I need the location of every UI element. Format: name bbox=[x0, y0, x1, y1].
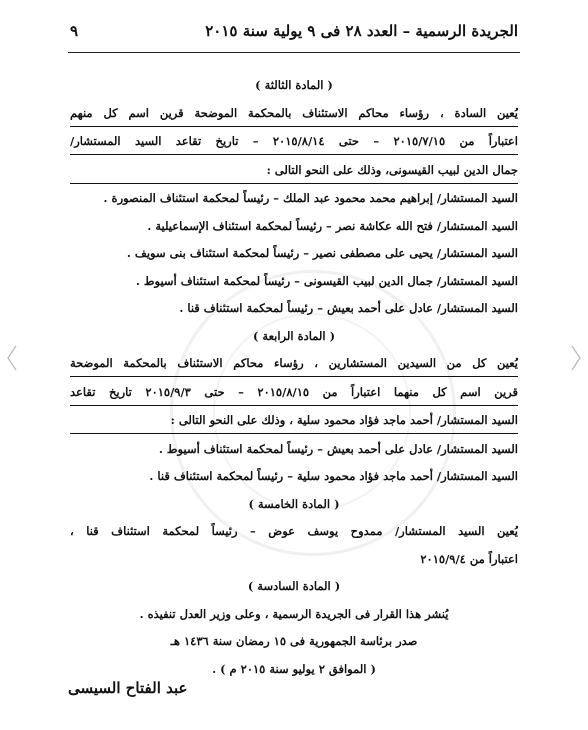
text-line: السيد المستشار/ أحمد ماجد فؤاد محمود سلية – رئيساً لمحكمة استئناف قنا . bbox=[149, 469, 518, 483]
text-line: السيد المستشار/ أحمد ماجد فؤاد محمود سلية ، وذلك على النحو التالى : bbox=[70, 407, 518, 434]
text-line: صدر برئاسة الجمهورية فى ١٥ رمضان سنة ١٤٣٦ هـ bbox=[170, 634, 418, 648]
article-heading: ( المادة الخامسة ) bbox=[248, 496, 340, 511]
text-line: يُعين السادة ، رؤساء محاكم الاستئناف بالمحكمة الموضحة قرين اسم كل منهم bbox=[70, 100, 518, 127]
article-heading: ( المادة السادسة ) bbox=[247, 579, 341, 593]
header-divider bbox=[68, 52, 520, 53]
next-page-arrow-icon[interactable] bbox=[570, 345, 582, 371]
gazette-title: الجريدة الرسمية – العدد ٢٨ فى ٩ يولية سنة ٢٠١٥ bbox=[205, 22, 518, 40]
text-line: ( الموافق ٢ يوليو سنة ٢٠١٥ م ) . bbox=[212, 661, 376, 676]
text-line: جمال الدين لبيب القيسونى، وذلك على النحو التالى : bbox=[70, 157, 518, 184]
text-line: اعتباراً من ٢٠١٥/٧/١٥ – حتى ٢٠١٥/٨/١٤ – تاريخ تقاعد السيد المستشار/ bbox=[70, 128, 518, 155]
decree-body bbox=[70, 72, 518, 683]
text-line: قرين اسم كل منهما اعتباراً من ٢٠١٥/٨/١٥ – حتى ٢٠١٥/٩/٣ تاريخ تقاعد bbox=[70, 379, 518, 406]
page-header bbox=[70, 22, 518, 46]
article-heading: ( المادة الرابعة ) bbox=[252, 328, 336, 343]
text-line: اعتباراً من ٢٠١٥/٩/٤ bbox=[420, 551, 518, 566]
text-line: يُنشر هذا القرار فى الجريدة الرسمية ، وعلى وزير العدل تنفيذه . bbox=[139, 606, 449, 621]
page-number: ٩ bbox=[70, 22, 79, 40]
text-line: السيد المستشار/ عادل على أحمد بعيش – رئيساً لمحكمة استئناف قنا . bbox=[179, 301, 518, 315]
text-line: السيد المستشار/ فتح الله عكاشة نصر – رئيساً لمحكمة استئناف الإسماعيلية . bbox=[147, 218, 518, 233]
signature: عبد الفتاح السيسى bbox=[68, 679, 188, 697]
text-line: السيد المستشار/ يحيى على مصطفى نصير – رئيساً لمحكمة استئناف بنى سويف . bbox=[126, 246, 518, 260]
text-line: يُعين السيد المستشار/ ممدوح يوسف عوض – رئيساً لمحكمة استئناف قنا ، bbox=[70, 524, 518, 538]
text-line: السيد المستشار/ إبراهيم محمد محمود عبد الملك – رئيساً لمحكمة استئناف المنصورة . bbox=[103, 191, 518, 205]
previous-page-arrow-icon[interactable] bbox=[6, 345, 18, 371]
text-line: يُعين كل من السيدين المستشارين ، رؤساء محاكم الاستئناف بالمحكمة الموضحة bbox=[70, 350, 518, 377]
article-heading: ( المادة الثالثة ) bbox=[255, 78, 333, 92]
text-line: السيد المستشار/ جمال الدين لبيب القيسونى – رئيساً لمحكمة استئناف أسيوط . bbox=[135, 273, 518, 288]
text-line: السيد المستشار/ عادل على أحمد بعيش – رئيساً لمحكمة استئناف أسيوط . bbox=[158, 441, 518, 456]
